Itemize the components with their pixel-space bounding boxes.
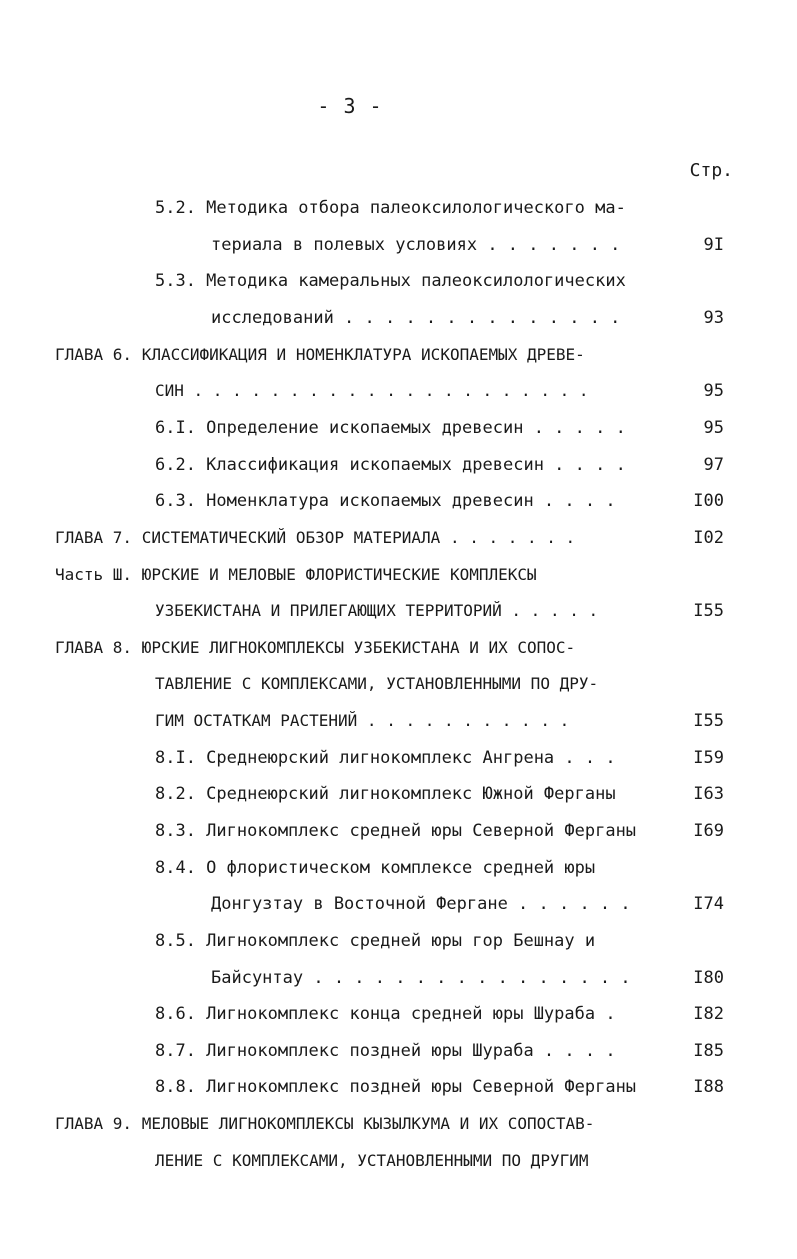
toc-line: 5.3. Методика камеральных палеоксилологических bbox=[155, 271, 626, 291]
toc-page: I80 bbox=[693, 968, 724, 988]
toc-line: 8.7. Лигнокомплекс поздней юры Шураба . . . . bbox=[155, 1041, 616, 1061]
toc-page: I74 bbox=[693, 894, 724, 914]
toc-page: I85 bbox=[693, 1041, 724, 1061]
toc-line: 8.8. Лигнокомплекс поздней юры Северной Ферганы bbox=[155, 1077, 637, 1097]
toc-line: ЛЕНИЕ С КОМПЛЕКСАМИ, УСТАНОВЛЕННЫМИ ПО ДРУГИМ bbox=[155, 1151, 589, 1170]
toc-page: I02 bbox=[693, 528, 724, 548]
toc-line: ТАВЛЕНИЕ С КОМПЛЕКСАМИ, УСТАНОВЛЕННЫМИ ПО ДРУ- bbox=[155, 674, 599, 693]
toc-page: I00 bbox=[693, 491, 724, 511]
toc-line: 8.2. Среднеюрский лигнокомплекс Южной Ферганы bbox=[155, 784, 616, 804]
toc-line: 8.4. О флористическом комплексе средней юры bbox=[155, 858, 596, 878]
toc-page: I82 bbox=[693, 1004, 724, 1024]
toc-line: 8.I. Среднеюрский лигнокомплекс Ангрена . . . bbox=[155, 748, 616, 768]
toc-line: 8.3. Лигнокомплекс средней юры Северной Ферганы bbox=[155, 821, 637, 841]
page-number: - 3 - bbox=[317, 94, 383, 118]
toc-line: УЗБЕКИСТАНА И ПРИЛЕГАЮЩИХ ТЕРРИТОРИЙ . . . . . bbox=[155, 601, 599, 620]
toc-page: I88 bbox=[693, 1077, 724, 1097]
page-column-label: Стр. bbox=[689, 160, 733, 181]
toc-line: 6.2. Классификация ископаемых древесин . . . . bbox=[155, 455, 626, 475]
toc-page: 95 bbox=[703, 418, 724, 438]
toc-line: ГИМ ОСТАТКАМ РАСТЕНИЙ . . . . . . . . . . . bbox=[155, 711, 570, 730]
toc-line: 8.5. Лигнокомплекс средней юры гор Бешнау и bbox=[155, 931, 596, 951]
toc-line: 8.6. Лигнокомплекс конца средней юры Шураба . bbox=[155, 1004, 616, 1024]
toc-line: Часть Ш. ЮРСКИЕ И МЕЛОВЫЕ ФЛОРИСТИЧЕСКИЕ КОМПЛЕКСЫ bbox=[55, 565, 537, 584]
toc-line: Байсунтау . . . . . . . . . . . . . . . . bbox=[211, 968, 631, 988]
toc-line: 5.2. Методика отбора палеоксилологического ма- bbox=[155, 198, 626, 218]
toc-page: I55 bbox=[693, 711, 724, 731]
toc-page: I63 bbox=[693, 784, 724, 804]
toc-line: исследований . . . . . . . . . . . . . . bbox=[211, 308, 621, 328]
toc-line: СИН . . . . . . . . . . . . . . . . . . . . . bbox=[155, 381, 589, 400]
toc-line: ГЛАВА 9. МЕЛОВЫЕ ЛИГНОКОМПЛЕКСЫ КЫЗЫЛКУМА И ИХ СОПОСТАВ- bbox=[55, 1114, 595, 1133]
toc-page: 97 bbox=[703, 455, 724, 475]
toc-line: Донгузтау в Восточной Фергане . . . . . . bbox=[211, 894, 631, 914]
toc-page: I59 bbox=[693, 748, 724, 768]
toc-page: I55 bbox=[693, 601, 724, 621]
toc-page: 9I bbox=[703, 235, 724, 255]
toc-line: териала в полевых условиях . . . . . . . bbox=[211, 235, 621, 255]
toc-page: 95 bbox=[703, 381, 724, 401]
toc-line: 6.I. Определение ископаемых древесин . . . . . bbox=[155, 418, 626, 438]
toc-line: ГЛАВА 8. ЮРСКИЕ ЛИГНОКОМПЛЕКСЫ УЗБЕКИСТАНА И ИХ СОПОС- bbox=[55, 638, 576, 657]
toc-line: 6.3. Номенклатура ископаемых древесин . . . . bbox=[155, 491, 616, 511]
toc-page: I69 bbox=[693, 821, 724, 841]
toc-page: 93 bbox=[703, 308, 724, 328]
toc-line: ГЛАВА 7. СИСТЕМАТИЧЕСКИЙ ОБЗОР МАТЕРИАЛА . . . . . . . bbox=[55, 528, 576, 547]
toc-line: ГЛАВА 6. КЛАССИФИКАЦИЯ И НОМЕНКЛАТУРА ИСКОПАЕМЫХ ДРЕВЕ- bbox=[55, 345, 585, 364]
